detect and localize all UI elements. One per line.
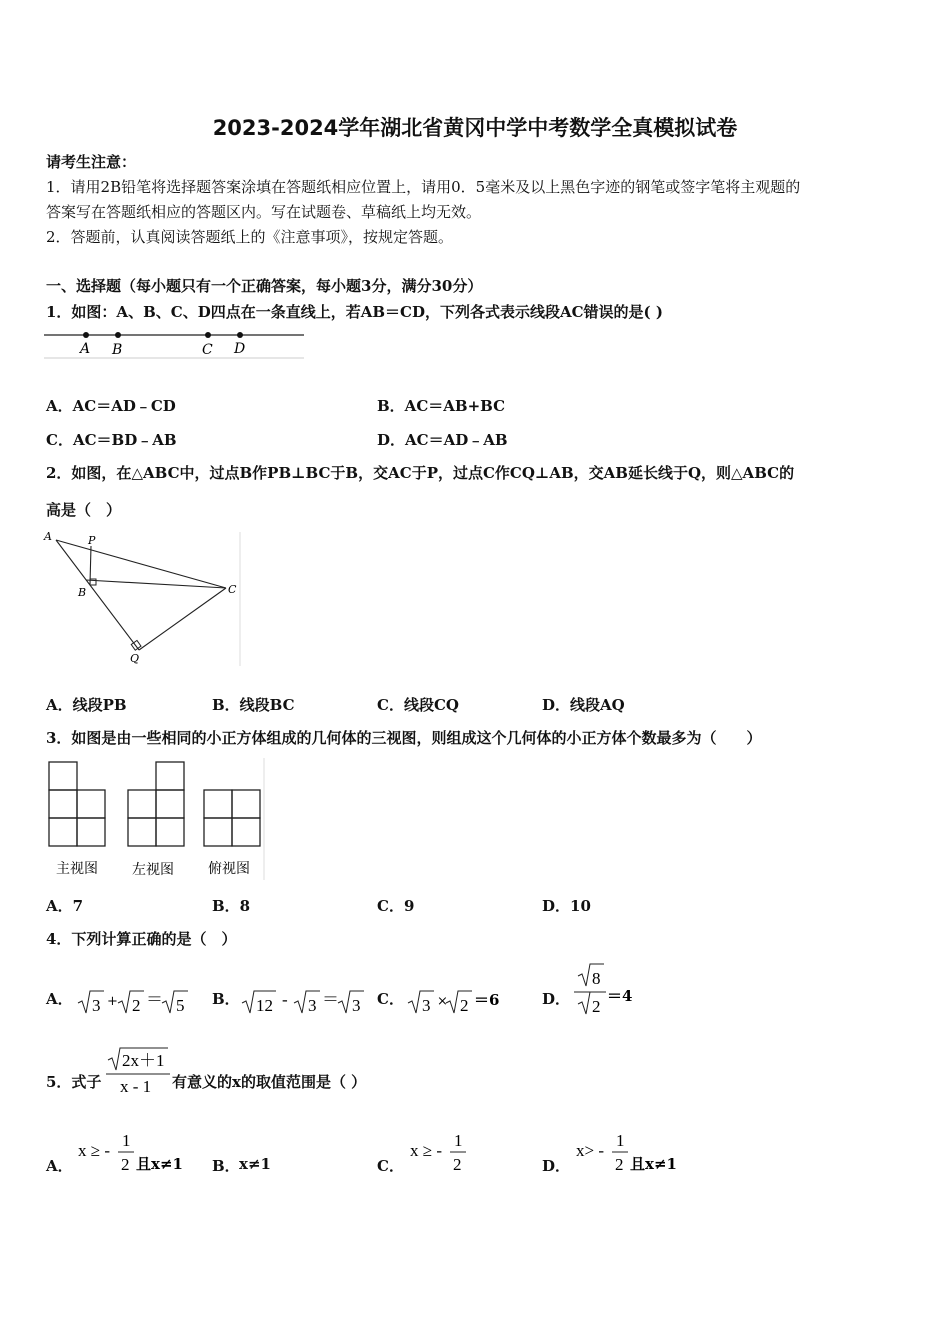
q5-expr-a (74, 1128, 214, 1176)
q5-expr-d (572, 1128, 702, 1176)
q4-expr-a (76, 985, 196, 1017)
q5-d-n: 1 (616, 1131, 625, 1150)
q2-label-c: C (228, 583, 237, 596)
q3-figure (44, 756, 266, 881)
notice-line-1b: 答案写在答题纸相应的答题区内。写在试题卷、草稿纸上均无效。 (46, 203, 482, 221)
q5-suffix: 有意义的x的取值范围是（ ） (172, 1073, 367, 1091)
q5-a-n: 1 (122, 1131, 131, 1150)
q4-d-den: 2 (592, 997, 601, 1016)
q4-a-r2: 2 (132, 996, 141, 1015)
q1-figure (44, 326, 306, 360)
q3-option-c: C．9 (377, 897, 415, 915)
q2-label-b: B (78, 586, 87, 599)
q1-label-b: B (112, 342, 123, 358)
q2-stem: 2．如图，在△ABC中，过点B作PB⊥BC于B，交AC于P，过点C作CQ⊥AB，交AB延长线于Q，则△ABC的 (46, 464, 795, 482)
q1-option-a: A．AC＝AD﹣CD (46, 397, 176, 415)
q4-a-r1: 3 (92, 996, 101, 1015)
q4-expr-b (240, 985, 370, 1017)
q4-label-c: C． (377, 990, 404, 1008)
q1-label-a: A (80, 341, 91, 357)
q1-option-b: B．AC＝AB+BC (377, 397, 506, 415)
notice-line-2: 2．答题前，认真阅读答题纸上的《注意事项》，按规定答题。 (46, 228, 454, 246)
q4-expr-d (572, 960, 642, 1018)
q2-label-q: Q (130, 652, 140, 665)
q4-b-r3: 3 (352, 996, 361, 1015)
q3-option-a: A．7 (46, 897, 84, 915)
q5-label-d: D． (542, 1157, 571, 1175)
section-heading: 一、选择题（每小题只有一个正确答案，每小题3分，满分30分） (46, 277, 483, 295)
q1-stem: 1．如图：A、B、C、D四点在一条直线上，若AB＝CD，下列各式表示线段AC错误的是( ) (46, 303, 663, 321)
q3-stem: 3．如图是由一些相同的小正方体组成的几何体的三视图，则组成这个几何体的小正方体个数最多为（ ） (46, 729, 762, 747)
q1-label-c: C (202, 342, 213, 358)
notice-line-1: 1．请用2B铅笔将选择题答案涂填在答题纸相应位置上，请用0．5毫米及以上黑色字迹的钢笔或签字笔将主观题的 (46, 178, 801, 196)
q5-label-a: A． (46, 1157, 73, 1175)
q5-a-tail: 且x≠1 (136, 1155, 183, 1173)
q4-c-r2: 2 (460, 996, 469, 1015)
q4-expr-c (406, 985, 506, 1017)
q5-c-d: 2 (453, 1155, 462, 1174)
q2-stem-2: 高是（ ） (46, 501, 122, 519)
q1-label-d: D (234, 341, 246, 357)
q4-b-r2: 3 (308, 996, 317, 1015)
q4-d-eq: ＝4 (607, 987, 633, 1005)
q5-d-lhs: x> - (576, 1141, 604, 1160)
q2-option-b: B．线段BC (212, 696, 295, 714)
q5-expr-c (406, 1128, 486, 1176)
q3-view-left: 左视图 (132, 862, 174, 878)
q5-num: 2x＋1 (122, 1051, 165, 1070)
q2-option-a: A．线段PB (46, 696, 127, 714)
q4-stem: 4．下列计算正确的是（ ） (46, 930, 237, 948)
q2-option-c: C．线段CQ (377, 696, 459, 714)
notice-heading: 请考生注意： (46, 153, 137, 171)
q5-d-tail: 且x≠1 (630, 1155, 677, 1173)
q4-c-r1: 3 (422, 996, 431, 1015)
q1-option-d: D．AC＝AD﹣AB (377, 431, 508, 449)
q4-b-r1: 12 (256, 996, 273, 1015)
q3-option-d: D．10 (542, 897, 591, 915)
q4-a-r3: 5 (176, 996, 185, 1015)
q1-option-c: C．AC＝BD﹣AB (46, 431, 177, 449)
q4-a-eq: ＝ (146, 990, 163, 1009)
q4-label-b: B． (212, 990, 240, 1008)
q3-view-top: 俯视图 (208, 861, 250, 877)
q5-a-lhs: x ≥ - (78, 1141, 110, 1160)
q2-figure (42, 528, 242, 668)
q4-c-eq: ＝6 (474, 991, 500, 1009)
q4-d-num: 8 (592, 969, 601, 988)
q4-a-op: + (107, 994, 118, 1009)
q5-expression (104, 1044, 172, 1098)
q5-label-c: C． (377, 1157, 404, 1175)
q2-option-d: D．线段AQ (542, 696, 625, 714)
q5-c-lhs: x ≥ - (410, 1141, 442, 1160)
q4-label-d: D． (542, 990, 571, 1008)
q5-d-d: 2 (615, 1155, 624, 1174)
q2-label-a: A (44, 530, 52, 543)
q4-b-eq: ＝ (322, 990, 339, 1009)
q4-label-a: A． (46, 990, 73, 1008)
q2-label-p: P (88, 534, 96, 547)
q4-c-op: × (437, 994, 448, 1009)
q5-prefix: 5．式子 (46, 1073, 102, 1091)
q3-view-front: 主视图 (56, 861, 98, 877)
q5-den: x - 1 (120, 1077, 152, 1096)
q5-option-b: x≠1 (239, 1155, 271, 1173)
q5-c-n: 1 (454, 1131, 463, 1150)
q4-b-op: - (282, 990, 288, 1009)
q5-label-b: B． (212, 1157, 240, 1175)
q5-a-d: 2 (121, 1155, 130, 1174)
q3-option-b: B．8 (212, 897, 251, 915)
page-title: 2023-2024学年湖北省黄冈中学中考数学全真模拟试卷 (212, 116, 738, 140)
